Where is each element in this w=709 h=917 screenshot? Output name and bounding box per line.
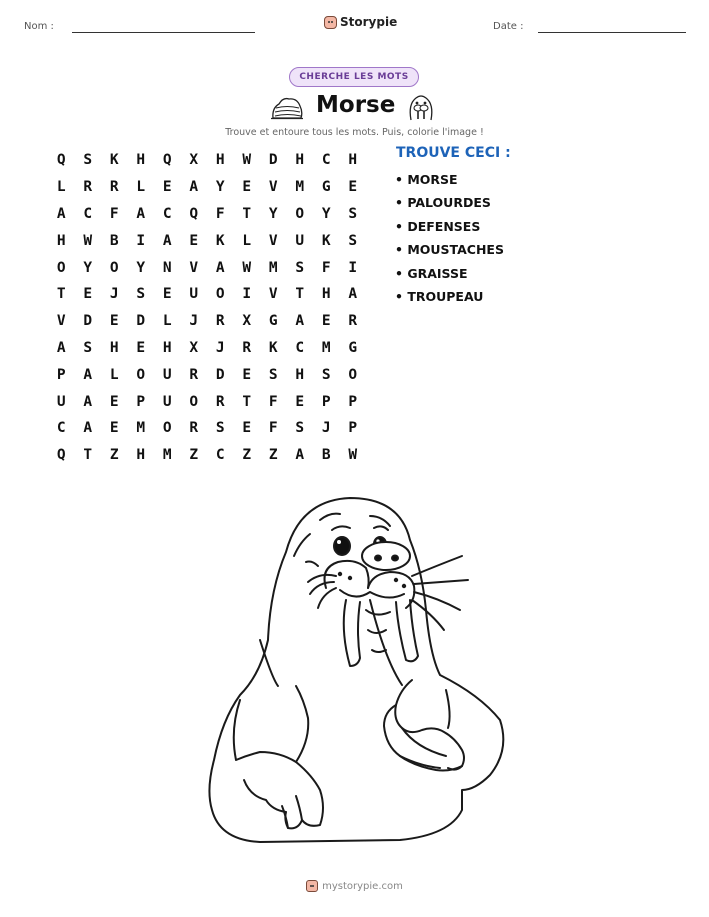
- grid-letter: Y: [83, 259, 93, 276]
- grid-letter: M: [136, 420, 146, 437]
- grid-letter: Y: [136, 259, 146, 276]
- page-title: Morse: [316, 92, 396, 118]
- word-item: • DEFENSES: [395, 218, 481, 234]
- grid-letter: R: [189, 366, 199, 383]
- grid-letter: S: [136, 286, 146, 303]
- grid-letter: U: [162, 366, 172, 383]
- grid-letter: M: [268, 259, 278, 276]
- grid-letter: A: [295, 447, 305, 464]
- grid-letter: H: [136, 152, 146, 169]
- grid-letter: H: [136, 447, 146, 464]
- instructions: Trouve et entoure tous les mots. Puis, colorie l'image !: [225, 127, 484, 138]
- grid-letter: E: [136, 339, 146, 356]
- grid-letter: A: [83, 366, 93, 383]
- grid-letter: B: [321, 447, 331, 464]
- grid-letter: C: [56, 420, 66, 437]
- grid-letter: X: [242, 313, 252, 330]
- grid-letter: L: [242, 232, 252, 249]
- grid-letter: P: [348, 393, 358, 410]
- grid-letter: H: [295, 152, 305, 169]
- grid-letter: E: [162, 179, 172, 196]
- grid-letter: O: [162, 420, 172, 437]
- grid-letter: C: [83, 205, 93, 222]
- grid-letter: P: [136, 393, 146, 410]
- word-item: • PALOURDES: [395, 195, 491, 211]
- grid-letter: E: [83, 286, 93, 303]
- grid-letter: P: [348, 420, 358, 437]
- grid-letter: F: [268, 420, 278, 437]
- grid-letter: M: [321, 339, 331, 356]
- grid-letter: O: [189, 393, 199, 410]
- grid-letter: E: [109, 393, 119, 410]
- rock-pile-icon: [271, 94, 303, 120]
- grid-letter: K: [109, 152, 119, 169]
- grid-letter: D: [215, 366, 225, 383]
- grid-letter: E: [109, 420, 119, 437]
- grid-letter: H: [321, 286, 331, 303]
- grid-letter: T: [295, 286, 305, 303]
- grid-letter: R: [242, 339, 252, 356]
- grid-letter: U: [295, 232, 305, 249]
- grid-letter: V: [268, 232, 278, 249]
- name-label: Nom :: [24, 21, 54, 32]
- grid-letter: J: [215, 339, 225, 356]
- grid-letter: X: [189, 339, 199, 356]
- grid-letter: Q: [56, 152, 66, 169]
- storypie-icon: [306, 880, 318, 892]
- grid-letter: U: [162, 393, 172, 410]
- grid-letter: A: [162, 232, 172, 249]
- grid-letter: H: [215, 152, 225, 169]
- grid-letter: W: [242, 152, 252, 169]
- grid-letter: R: [83, 179, 93, 196]
- grid-letter: G: [348, 339, 358, 356]
- grid-letter: K: [215, 232, 225, 249]
- grid-letter: C: [215, 447, 225, 464]
- grid-letter: I: [348, 259, 358, 276]
- grid-letter: R: [215, 393, 225, 410]
- grid-letter: A: [56, 339, 66, 356]
- grid-letter: Q: [162, 152, 172, 169]
- grid-letter: Q: [56, 447, 66, 464]
- grid-letter: C: [295, 339, 305, 356]
- grid-letter: M: [162, 447, 172, 464]
- grid-letter: F: [268, 393, 278, 410]
- grid-letter: E: [321, 313, 331, 330]
- grid-letter: A: [56, 205, 66, 222]
- grid-letter: S: [348, 232, 358, 249]
- grid-letter: E: [348, 179, 358, 196]
- grid-letter: I: [242, 286, 252, 303]
- grid-letter: C: [162, 205, 172, 222]
- grid-letter: S: [268, 366, 278, 383]
- grid-letter: D: [268, 152, 278, 169]
- grid-letter: V: [268, 179, 278, 196]
- grid-letter: H: [295, 366, 305, 383]
- grid-letter: S: [295, 420, 305, 437]
- grid-letter: Y: [215, 179, 225, 196]
- grid-letter: S: [348, 205, 358, 222]
- word-item: • TROUPEAU: [395, 288, 484, 304]
- word-list: [395, 171, 504, 311]
- grid-letter: N: [162, 259, 172, 276]
- grid-letter: H: [348, 152, 358, 169]
- grid-letter: F: [215, 205, 225, 222]
- grid-letter: A: [295, 313, 305, 330]
- grid-letter: Q: [189, 205, 199, 222]
- grid-letter: W: [348, 447, 358, 464]
- grid-letter: Y: [268, 205, 278, 222]
- grid-letter: A: [348, 286, 358, 303]
- grid-letter: A: [189, 179, 199, 196]
- grid-letter: J: [189, 313, 199, 330]
- grid-letter: V: [189, 259, 199, 276]
- grid-letter: T: [242, 205, 252, 222]
- grid-letter: R: [215, 313, 225, 330]
- grid-letter: F: [109, 205, 119, 222]
- grid-letter: C: [321, 152, 331, 169]
- grid-letter: S: [83, 339, 93, 356]
- grid-letter: L: [162, 313, 172, 330]
- grid-letter: O: [136, 366, 146, 383]
- grid-letter: A: [83, 420, 93, 437]
- grid-letter: T: [56, 286, 66, 303]
- grid-letter: H: [109, 339, 119, 356]
- grid-letter: K: [268, 339, 278, 356]
- word-item: • GRAISSE: [395, 265, 468, 281]
- grid-letter: X: [189, 152, 199, 169]
- grid-letter: H: [56, 232, 66, 249]
- walrus-coloring-image: [200, 490, 520, 870]
- walrus-face-icon: [406, 92, 436, 122]
- grid-letter: R: [348, 313, 358, 330]
- grid-letter: E: [242, 179, 252, 196]
- grid-letter: M: [295, 179, 305, 196]
- grid-letter: L: [136, 179, 146, 196]
- grid-letter: S: [295, 259, 305, 276]
- grid-letter: P: [321, 393, 331, 410]
- brand-logo: [324, 15, 397, 29]
- grid-letter: E: [242, 366, 252, 383]
- grid-letter: H: [162, 339, 172, 356]
- grid-letter: U: [56, 393, 66, 410]
- word-item: • MOUSTACHES: [395, 242, 504, 258]
- grid-letter: E: [189, 232, 199, 249]
- grid-letter: J: [109, 286, 119, 303]
- grid-letter: J: [321, 420, 331, 437]
- grid-letter: K: [321, 232, 331, 249]
- grid-letter: D: [136, 313, 146, 330]
- grid-letter: O: [348, 366, 358, 383]
- date-line: [538, 32, 686, 33]
- grid-letter: R: [109, 179, 119, 196]
- grid-letter: B: [109, 232, 119, 249]
- grid-letter: S: [321, 366, 331, 383]
- grid-letter: V: [56, 313, 66, 330]
- grid-letter: T: [242, 393, 252, 410]
- brand-name: Storypie: [340, 15, 398, 29]
- date-label: Date :: [493, 21, 524, 32]
- grid-letter: R: [189, 420, 199, 437]
- grid-letter: O: [215, 286, 225, 303]
- word-search-grid: [48, 147, 366, 469]
- grid-letter: A: [136, 205, 146, 222]
- word-list-title: TROUVE CECI :: [396, 145, 511, 161]
- grid-letter: A: [83, 393, 93, 410]
- grid-letter: V: [268, 286, 278, 303]
- grid-letter: O: [295, 205, 305, 222]
- grid-letter: W: [83, 232, 93, 249]
- grid-letter: F: [321, 259, 331, 276]
- grid-letter: T: [83, 447, 93, 464]
- footer: [0, 880, 709, 892]
- grid-letter: E: [162, 286, 172, 303]
- grid-letter: G: [268, 313, 278, 330]
- grid-letter: Z: [268, 447, 278, 464]
- storypie-icon: [324, 16, 337, 29]
- grid-letter: L: [109, 366, 119, 383]
- grid-letter: Z: [109, 447, 119, 464]
- activity-badge: CHERCHE LES MOTS: [289, 67, 419, 87]
- grid-letter: E: [295, 393, 305, 410]
- grid-letter: U: [189, 286, 199, 303]
- grid-letter: A: [215, 259, 225, 276]
- grid-letter: S: [83, 152, 93, 169]
- grid-letter: L: [56, 179, 66, 196]
- footer-url: mystorypie.com: [322, 880, 403, 892]
- grid-letter: D: [83, 313, 93, 330]
- grid-letter: O: [56, 259, 66, 276]
- grid-letter: G: [321, 179, 331, 196]
- word-item: • MORSE: [395, 172, 458, 187]
- grid-letter: W: [242, 259, 252, 276]
- grid-letter: O: [109, 259, 119, 276]
- grid-letter: Y: [321, 205, 331, 222]
- grid-letter: P: [56, 366, 66, 383]
- grid-letter: E: [242, 420, 252, 437]
- grid-letter: E: [109, 313, 119, 330]
- grid-letter: S: [215, 420, 225, 437]
- grid-letter: I: [136, 232, 146, 249]
- name-line: [72, 32, 255, 33]
- grid-letter: Z: [242, 447, 252, 464]
- grid-letter: Z: [189, 447, 199, 464]
